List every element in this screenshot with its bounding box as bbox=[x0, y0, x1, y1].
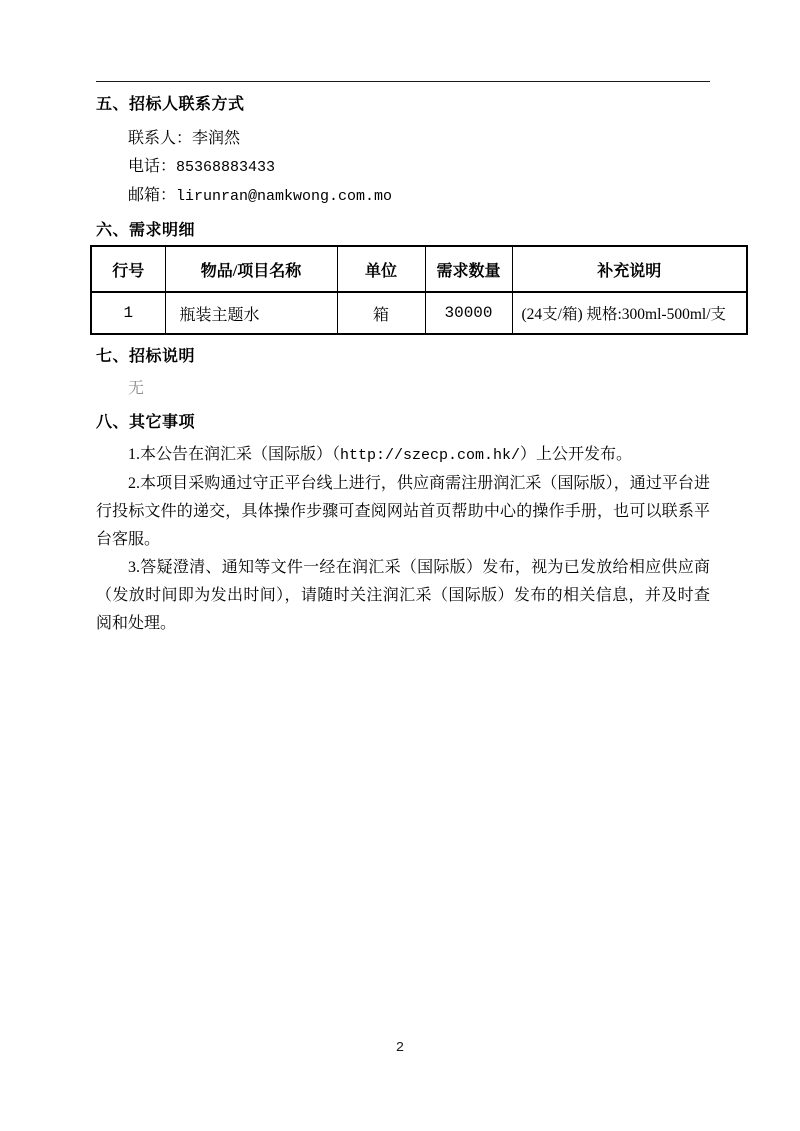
section-heading-demand: 六、需求明细 bbox=[96, 222, 196, 239]
contact-person-label: 联系人： bbox=[128, 130, 193, 147]
col-header-item-name: 物品/项目名称 bbox=[165, 246, 337, 292]
cell-item-name: 瓶装主题水 bbox=[165, 292, 337, 334]
section-heading-tender-note: 七、招标说明 bbox=[96, 348, 196, 365]
col-header-line-no: 行号 bbox=[91, 246, 165, 292]
page-number: 2 bbox=[395, 1040, 405, 1056]
contact-phone-label: 电话： bbox=[128, 158, 177, 175]
col-header-unit: 单位 bbox=[337, 246, 425, 292]
demand-table-header-row bbox=[91, 246, 747, 292]
other-item-1-suffix: ）上公开发布。 bbox=[520, 446, 633, 463]
table-row bbox=[91, 292, 747, 334]
cell-line-no: 1 bbox=[91, 292, 165, 334]
section-heading-contact: 五、招标人联系方式 bbox=[96, 96, 245, 113]
tender-note-content: 无 bbox=[128, 380, 145, 397]
other-items-block bbox=[96, 441, 710, 638]
section-heading-other: 八、其它事项 bbox=[96, 414, 196, 431]
contact-info-block bbox=[0, 125, 800, 211]
other-item-3: 3.答疑澄清、通知等文件一经在润汇采（国际版）发布，视为已发放给相应供应商（发放时间即为发出时间），请随时关注润汇采（国际版）发布的相关信息，并及时查阅和处理。 bbox=[96, 559, 710, 632]
other-item-1-prefix: 1.本公告在润汇采（国际版）（ bbox=[128, 446, 341, 463]
contact-phone-value: 85368883433 bbox=[176, 159, 276, 176]
other-item-2: 2.本项目采购通过守正平台线上进行，供应商需注册润汇采（国际版），通过平台进行投标文件的递交，具体操作步骤可查阅网站首页帮助中心的操作手册，也可以联系平台客服。 bbox=[96, 475, 710, 548]
contact-email-line bbox=[96, 182, 710, 211]
header-divider bbox=[96, 81, 710, 82]
contact-person-line bbox=[96, 125, 710, 153]
contact-person-value: 李润然 bbox=[192, 130, 241, 147]
cell-unit: 箱 bbox=[337, 292, 425, 334]
contact-email-label: 邮箱： bbox=[128, 187, 177, 204]
demand-table bbox=[90, 245, 748, 335]
contact-phone-line bbox=[96, 153, 710, 182]
cell-notes: (24支/箱) 规格:300ml-500ml/支 bbox=[512, 292, 747, 334]
other-item-1-url: http://szecp.com.hk/ bbox=[340, 447, 521, 464]
contact-email-value: lirunran@namkwong.com.mo bbox=[176, 188, 393, 205]
cell-quantity: 30000 bbox=[425, 292, 512, 334]
col-header-quantity: 需求数量 bbox=[425, 246, 512, 292]
other-item-1 bbox=[96, 441, 710, 470]
col-header-notes: 补充说明 bbox=[512, 246, 747, 292]
